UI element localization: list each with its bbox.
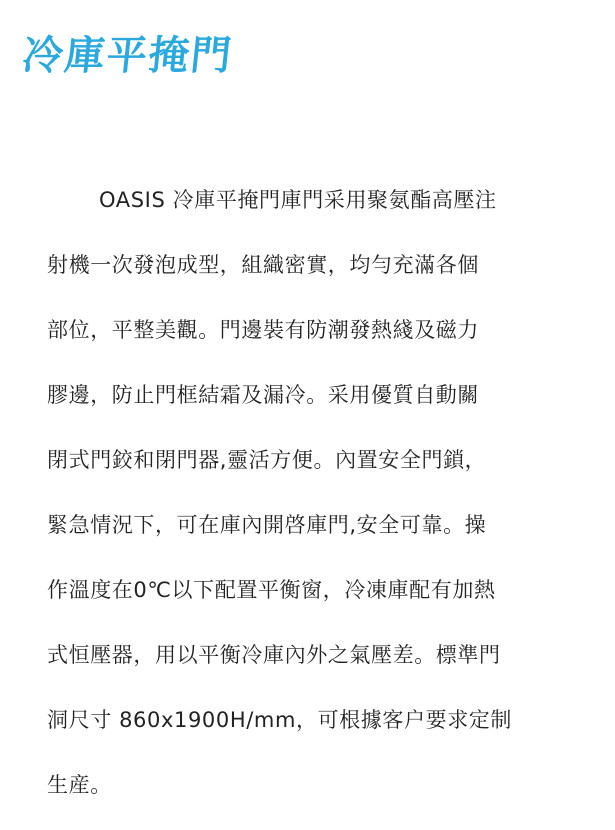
paragraph-line: 生産。 — [47, 773, 112, 797]
paragraph-line: 閉式門鉸和閉門器,靈活方便。內置安全門鎖， — [47, 448, 487, 472]
paragraph-line: 膠邊，防止門框結霜及漏冷。采用優質自動關 — [47, 383, 479, 407]
page-title: 冷庫平掩門 — [20, 33, 236, 79]
paragraph-line: 洞尺寸 860x1900H/mm，可根據客户要求定制 — [47, 708, 513, 732]
paragraph-line: OASIS 冷庫平掩門庫門采用聚氨酯高壓注 — [99, 188, 497, 212]
paragraph-line: 作溫度在0℃以下配置平衡窗，冷凍庫配有加熱 — [47, 578, 496, 602]
paragraph-line: 緊急情況下，可在庫內開啓庫門,安全可靠。操 — [47, 513, 487, 537]
body-paragraph — [47, 168, 567, 818]
paragraph-line: 部位，平整美觀。門邊裝有防潮發熱綫及磁力 — [47, 318, 479, 342]
paragraph-line: 式恒壓器，用以平衡冷庫內外之氣壓差。標準門 — [47, 643, 501, 667]
paragraph-line: 射機一次發泡成型，組織密實，均勻充滿各個 — [47, 253, 479, 277]
